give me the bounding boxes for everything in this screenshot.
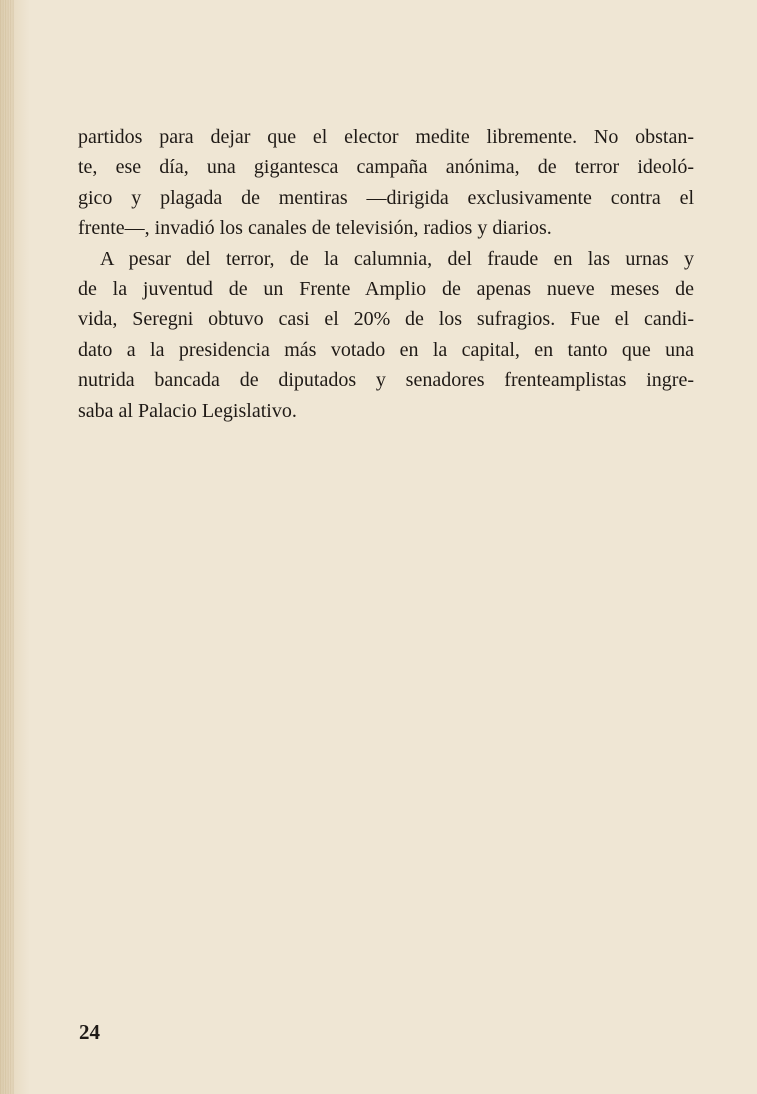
text-line: te, ese día, una gigantesca campaña anónima, de terror ideoló- [78, 156, 694, 179]
text-line: vida, Seregni obtuvo casi el 20% de los sufragios. Fue el candi- [78, 308, 694, 331]
page-edge [0, 0, 14, 1094]
page-number: 24 [79, 1020, 100, 1044]
text-line: nutrida bancada de diputados y senadores frenteamplistas ingre- [78, 369, 694, 392]
text-line: A pesar del terror, de la calumnia, del fraude en las urnas y [100, 247, 694, 270]
text-line: partidos para dejar que el elector medite libremente. No obstan- [78, 126, 694, 148]
text-line: saba al Palacio Legislativo. [78, 399, 297, 422]
text-line: dato a la presidencia más votado en la capital, en tanto que una [78, 338, 694, 361]
body-text [78, 122, 694, 426]
text-line: frente—, invadió los canales de televisión, radios y diarios. [78, 217, 552, 240]
text-line: gico y plagada de mentiras —dirigida exclusivamente contra el [78, 186, 694, 209]
text-line: de la juventud de un Frente Amplio de apenas nueve meses de [78, 278, 694, 301]
